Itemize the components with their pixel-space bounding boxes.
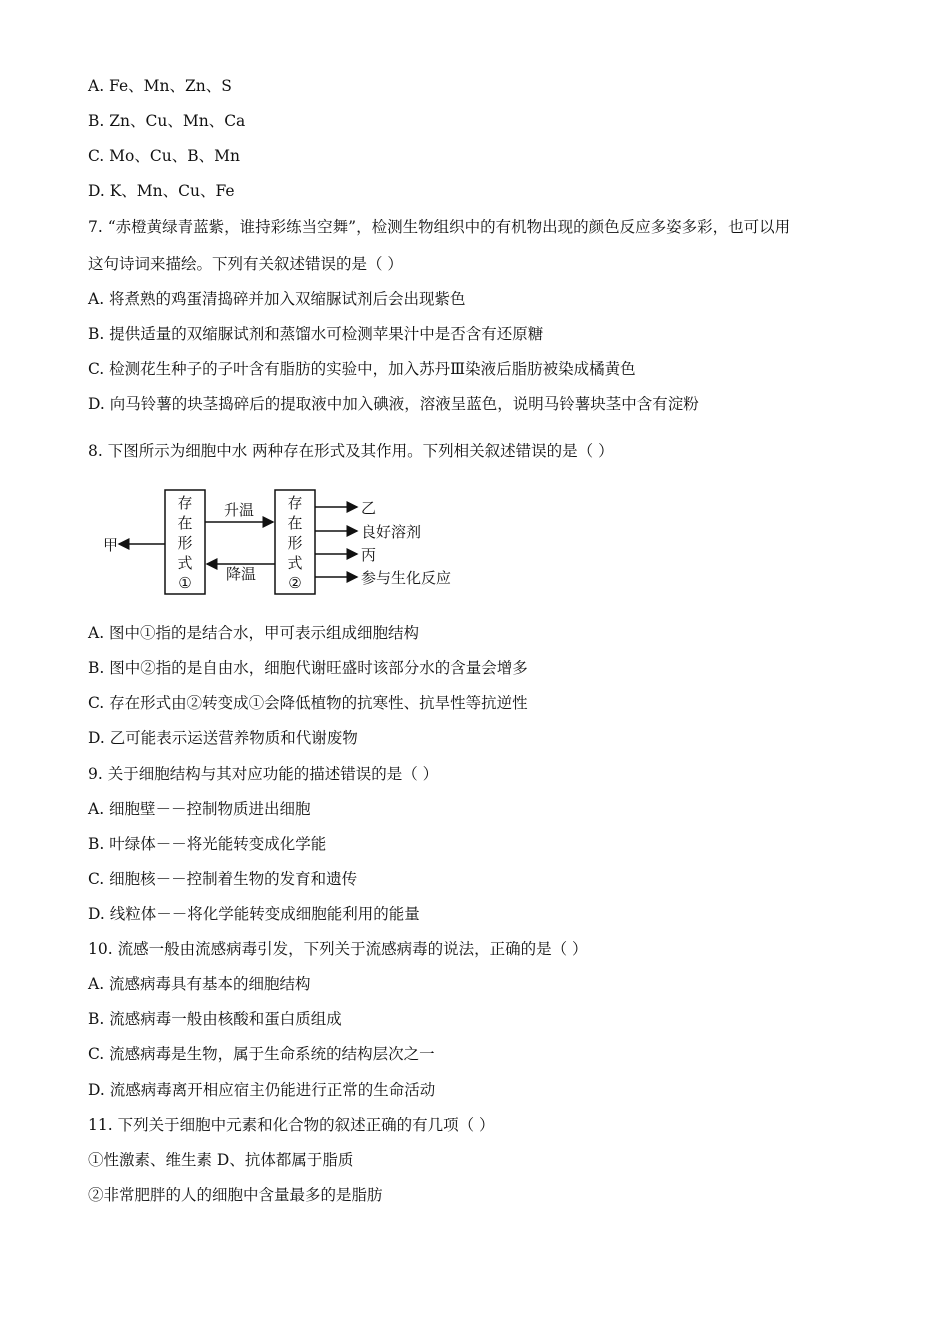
q7-option-d: D. 向马铃薯的块茎捣碎后的提取液中加入碘液，溶液呈蓝色，说明马铃薯块茎中含有淀粉 [88,395,699,413]
q10-option-b: B. 流感病毒一般由核酸和蛋白质组成 [88,1010,342,1028]
box2-char-5: ② [288,574,302,592]
right-output-label-2: 良好溶剂 [361,523,422,541]
q7-option-b: B. 提供适量的双缩脲试剂和蒸馏水可检测苹果汁中是否含有还原糖 [88,325,544,343]
box1-char-1: 存 [177,494,193,512]
heat-label: 升温 [223,501,255,519]
box1-char-2: 在 [177,514,193,532]
cool-label: 降温 [225,565,257,583]
left-output-label: 甲 [103,536,119,554]
q9-option-c: C. 细胞核－－控制着生物的发育和遗传 [88,870,358,888]
q10-option-c: C. 流感病毒是生物，属于生命系统的结构层次之一 [88,1045,435,1063]
q7-option-c: C. 检测花生种子的子叶含有脂肪的实验中，加入苏丹Ⅲ染液后脂肪被染成橘黄色 [88,360,636,378]
box2-char-3: 形 [287,534,303,552]
q10-option-d: D. 流感病毒离开相应宿主仍能进行正常的生命活动 [88,1081,436,1099]
q8-option-a: A. 图中①指的是结合水，甲可表示组成细胞结构 [88,624,420,642]
q10-stem: 10. 流感一般由流感病毒引发，下列关于流感病毒的说法，正确的是（ ） [88,940,588,958]
q9-stem: 9. 关于细胞结构与其对应功能的描述错误的是（ ） [88,765,439,783]
q8-option-d: D. 乙可能表示运送营养物质和代谢废物 [88,729,358,747]
q7-option-a: A. 将煮熟的鸡蛋清捣碎并加入双缩脲试剂后会出现紫色 [88,290,466,308]
q6-option-d: D. K、Mn、Cu、Fe [88,182,235,200]
q11-item-2: ②非常肥胖的人的细胞中含量最多的是脂肪 [88,1186,383,1204]
q7-stem-line-2: 这句诗词来描绘。下列有关叙述错误的是（ ） [88,255,403,273]
box1-char-5: ① [178,574,192,592]
box2-char-2: 在 [287,514,303,532]
q6-option-c: C. Mo、Cu、B、Mn [88,147,240,165]
right-output-label-1: 乙 [361,499,377,517]
q6-option-a: A. Fe、Mn、Zn、S [88,77,232,95]
q8-option-c: C. 存在形式由②转变成①会降低植物的抗寒性、抗旱性等抗逆性 [88,694,528,712]
q8-option-b: B. 图中②指的是自由水，细胞代谢旺盛时该部分水的含量会增多 [88,659,528,677]
q8-stem: 8. 下图所示为细胞中水 两种存在形式及其作用。下列相关叙述错误的是（ ） [88,442,614,460]
q11-stem: 11. 下列关于细胞中元素和化合物的叙述正确的有几项（ ） [88,1116,495,1134]
q6-option-b: B. Zn、Cu、Mn、Ca [88,112,246,130]
q10-option-a: A. 流感病毒具有基本的细胞结构 [88,975,311,993]
box1-char-3: 形 [177,534,193,552]
right-output-label-4: 参与生化反应 [361,569,452,587]
right-output-label-3: 丙 [361,546,377,564]
box2-char-1: 存 [287,494,303,512]
box2-char-4: 式 [287,554,303,572]
q9-option-b: B. 叶绿体－－将光能转变成化学能 [88,835,327,853]
q9-option-a: A. 细胞壁－－控制物质进出细胞 [88,800,311,818]
q7-stem-line-1: 7. “赤橙黄绿青蓝紫，谁持彩练当空舞”，检测生物组织中的有机物出现的颜色反应多姿多彩，也可以用 [88,218,791,236]
q11-item-1: ①性激素、维生素 D、抗体都属于脂质 [88,1151,354,1169]
q9-option-d: D. 线粒体－－将化学能转变成细胞能利用的能量 [88,905,420,923]
water-forms-diagram [95,482,515,602]
box1-char-4: 式 [177,554,193,572]
